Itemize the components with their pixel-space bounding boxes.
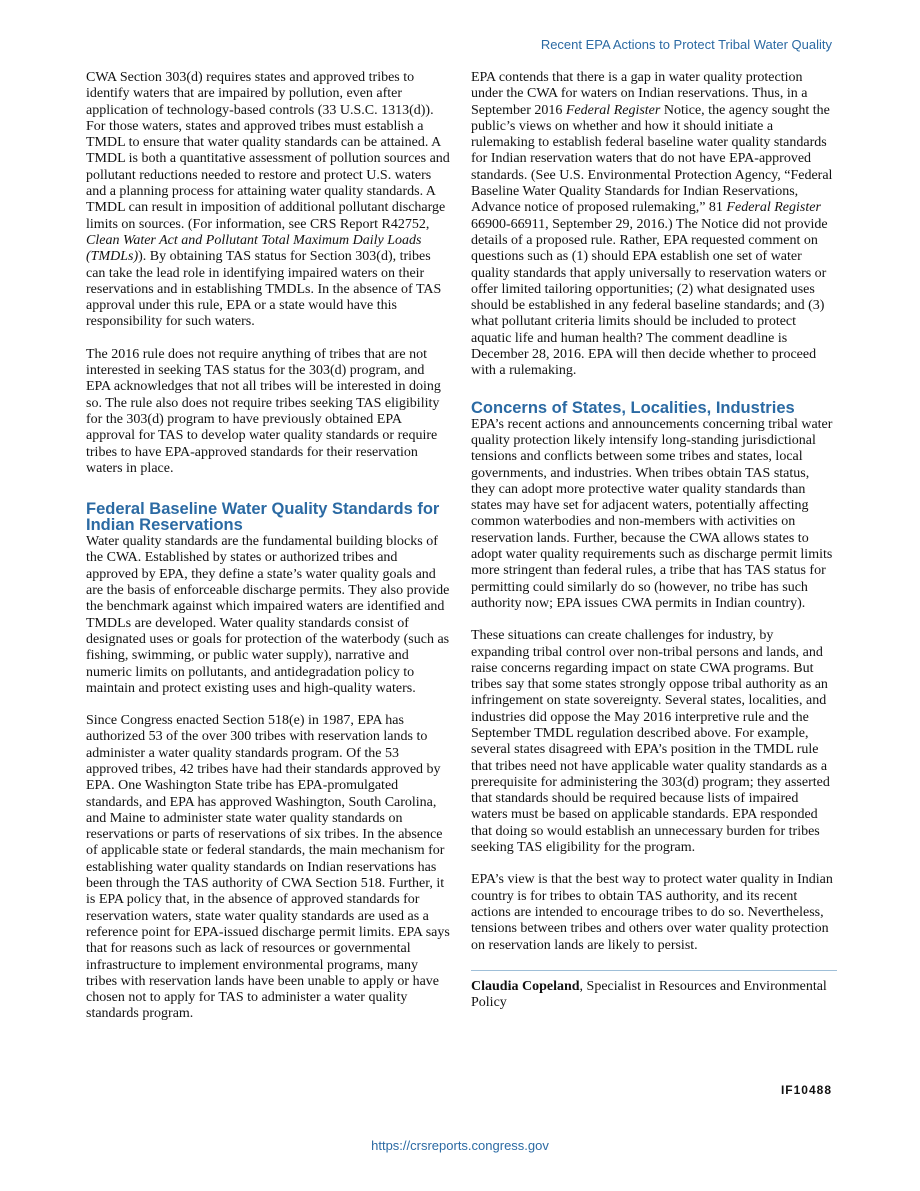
report-title-link: Clean Water Act and Pollutant Total Maximum Daily Loads (TMDLs) bbox=[86, 232, 422, 265]
paragraph-tensions: EPA’s recent actions and announcements concerning tribal water quality protection likely intensify long-standing jurisdictional tensions and conflicts between some tribes and states, local governments, and industries. When tribes obtain TAS status, they can adopt more protective water quality standards than states may have set for adjacent waters, potentially affecting common waterbodies and non-members with activities on reservation lands. Further, because the CWA allows states to adopt water quality requirements such as discharge permit limits more stringent than federal rules, a tribe that has TAS status for permitting could similarly do so (however, no tribe has such authority now; EPA issues CWA permits in Indian country). bbox=[471, 416, 833, 611]
right-column bbox=[471, 70, 835, 1027]
author-credit bbox=[471, 979, 835, 1012]
paragraph-epa-gap: EPA contends that there is a gap in water quality protection under the CWA for waters on Indian reservations. Thus, in a September 2016 Federal Register Notice, the agency sought the public’s views on whether and how it should initiate a rulemaking to establish federal baseline water quality standards for Indian reservation waters that do not have EPA-approved standards. (See U.S. Environmental Protection Agency, “Federal Baseline Water Quality Standards for Indian Reservations, Advance notice of proposed rulemaking,” 81 Federal Register 66900-66911, September 29, 2016.) The Notice did not provide details of a proposed rule. Rather, EPA requested comment on questions such as (1) should EPA establish one set of water quality standards that apply universally to reservation waters or offer limited tailoring opportunities; (2) what designated uses should be established in any federal baseline standards; and (3) what pollutant criteria limits should be included to protect aquatic life and human health? The comment deadline is December 28, 2016. EPA will then decide whether to proceed with a rulemaking. bbox=[471, 70, 833, 379]
paragraph-303d: CWA Section 303(d) requires states and approved tribes to identify waters that are impaired by pollution, even after application of technology-based controls (33 U.S.C. 1313(d)). For those waters, states and approved tribes must establish a TMDL to ensure that water quality standards can be attained. A TMDL is both a quantitative assessment of pollution sources and pollutant reductions needed to restore and protect U.S. waters and a planning process for attaining water quality standards. A TMDL can result in imposition of additional pollutant discharge limits on sources. (For information, see CRS Report R42752, Clean Water Act and Pollutant Total Maximum Daily Loads (TMDLs)). By obtaining TAS status for Section 303(d), tribes can take the lead role in identifying impaired waters on their reservations and in establishing TMDLs. In the absence of TAS approval under this rule, EPA or a state would have this responsibility for such waters. bbox=[86, 70, 450, 330]
author-title: , Specialist in Resources and Environmental Policy bbox=[471, 978, 827, 1011]
section-heading-federal-baseline: Federal Baseline Water Quality Standards for Indian Reservations bbox=[86, 500, 440, 535]
author-divider bbox=[471, 970, 837, 971]
section-heading-concerns: Concerns of States, Localities, Industries bbox=[471, 398, 795, 417]
paragraph-wqs-building-blocks: Water quality standards are the fundamental building blocks of the CWA. Established by states or authorized tribes and approved by EPA, they define a state’s water quality goals and are the basis of enforceable discharge permits. They also provide the benchmark against which impaired waters are identified and TMDLs are developed. Water quality standards consist of designated uses or goals for protection of the waterbody (such as fishing, swimming, or public water supply), narrative and numeric limits on pollutants, and antidegradation policy to maintain and protect existing uses and high-quality waters. bbox=[86, 534, 450, 696]
paragraph-2016-rule: The 2016 rule does not require anything of tribes that are not interested in seeking TAS status for the 303(d) program, and EPA acknowledges that not all tribes will be interested in doing so. The rule also does not require tribes seeking TAS eligibility for the 303(d) program to have previously obtained EPA approval for TAS to develop water quality standards or require tribes to have EPA-approved standards for their reservation waters in place. bbox=[86, 346, 441, 476]
paragraph-epa-view: EPA’s view is that the best way to protect water quality in Indian country is for tribes to obtain TAS authority, and its recent actions are intended to encourage tribes to do so. Nevertheless, tensions between tribes and others over water quality protection on reservation lands are likely to persist. bbox=[471, 872, 833, 953]
paragraph-section-518: Since Congress enacted Section 518(e) in 1987, EPA has authorized 53 of the over 300 tribes with reservation lands to administer a water quality standards program. Of the 53 approved tribes, 42 tribes have had their standards approved by EPA. One Washington State tribe has EPA-promulgated standards, and EPA has approved Washington, South Carolina, and Maine to administer state water quality standards on reservations or parts of reservations of six tribes. In the absence of applicable state or federal standards, the main mechanism for establishing water quality standards on Indian reservations has been through the TAS authority of CWA Section 518. Further, it is EPA policy that, in the absence of approved standards for reservation waters, state water quality standards are used as a reference point for EPA-issued discharge permit limits. EPA says that for reasons such as lack of resources or governmental infrastructure to implement environmental programs, many tribes with reservation lands have been unable to apply or have chosen not to apply for TAS to administer a water quality standards program. bbox=[86, 713, 450, 1022]
author-name: Claudia Copeland bbox=[471, 978, 580, 994]
left-column bbox=[86, 70, 450, 1039]
paragraph-challenges: These situations can create challenges for industry, by expanding tribal control over non-tribal persons and lands, and raise concerns regarding impact on state CWA programs. But tribes say that some states strongly oppose tribal authority as an infringement on state sovereignty. Several states, localities, and industries did oppose the May 2016 interpretive rule and the September TMDL regulation described above. For example, several states disagreed with EPA’s position in the TMDL rule that tribes need not have applicable water quality standards as a prerequisite for administering the 303(d) program; they asserted that standards should be required because lists of impaired waters must be based on applicable standards. EPA responded that doing so would establish an unnecessary burden for tribes seeking TAS eligibility for the program. bbox=[471, 628, 830, 856]
document-id: IF10488 bbox=[780, 1083, 832, 1097]
footer-url-link[interactable]: https://crsreports.congress.gov bbox=[371, 1138, 549, 1153]
running-header-title: Recent EPA Actions to Protect Tribal Water Quality bbox=[540, 37, 832, 52]
